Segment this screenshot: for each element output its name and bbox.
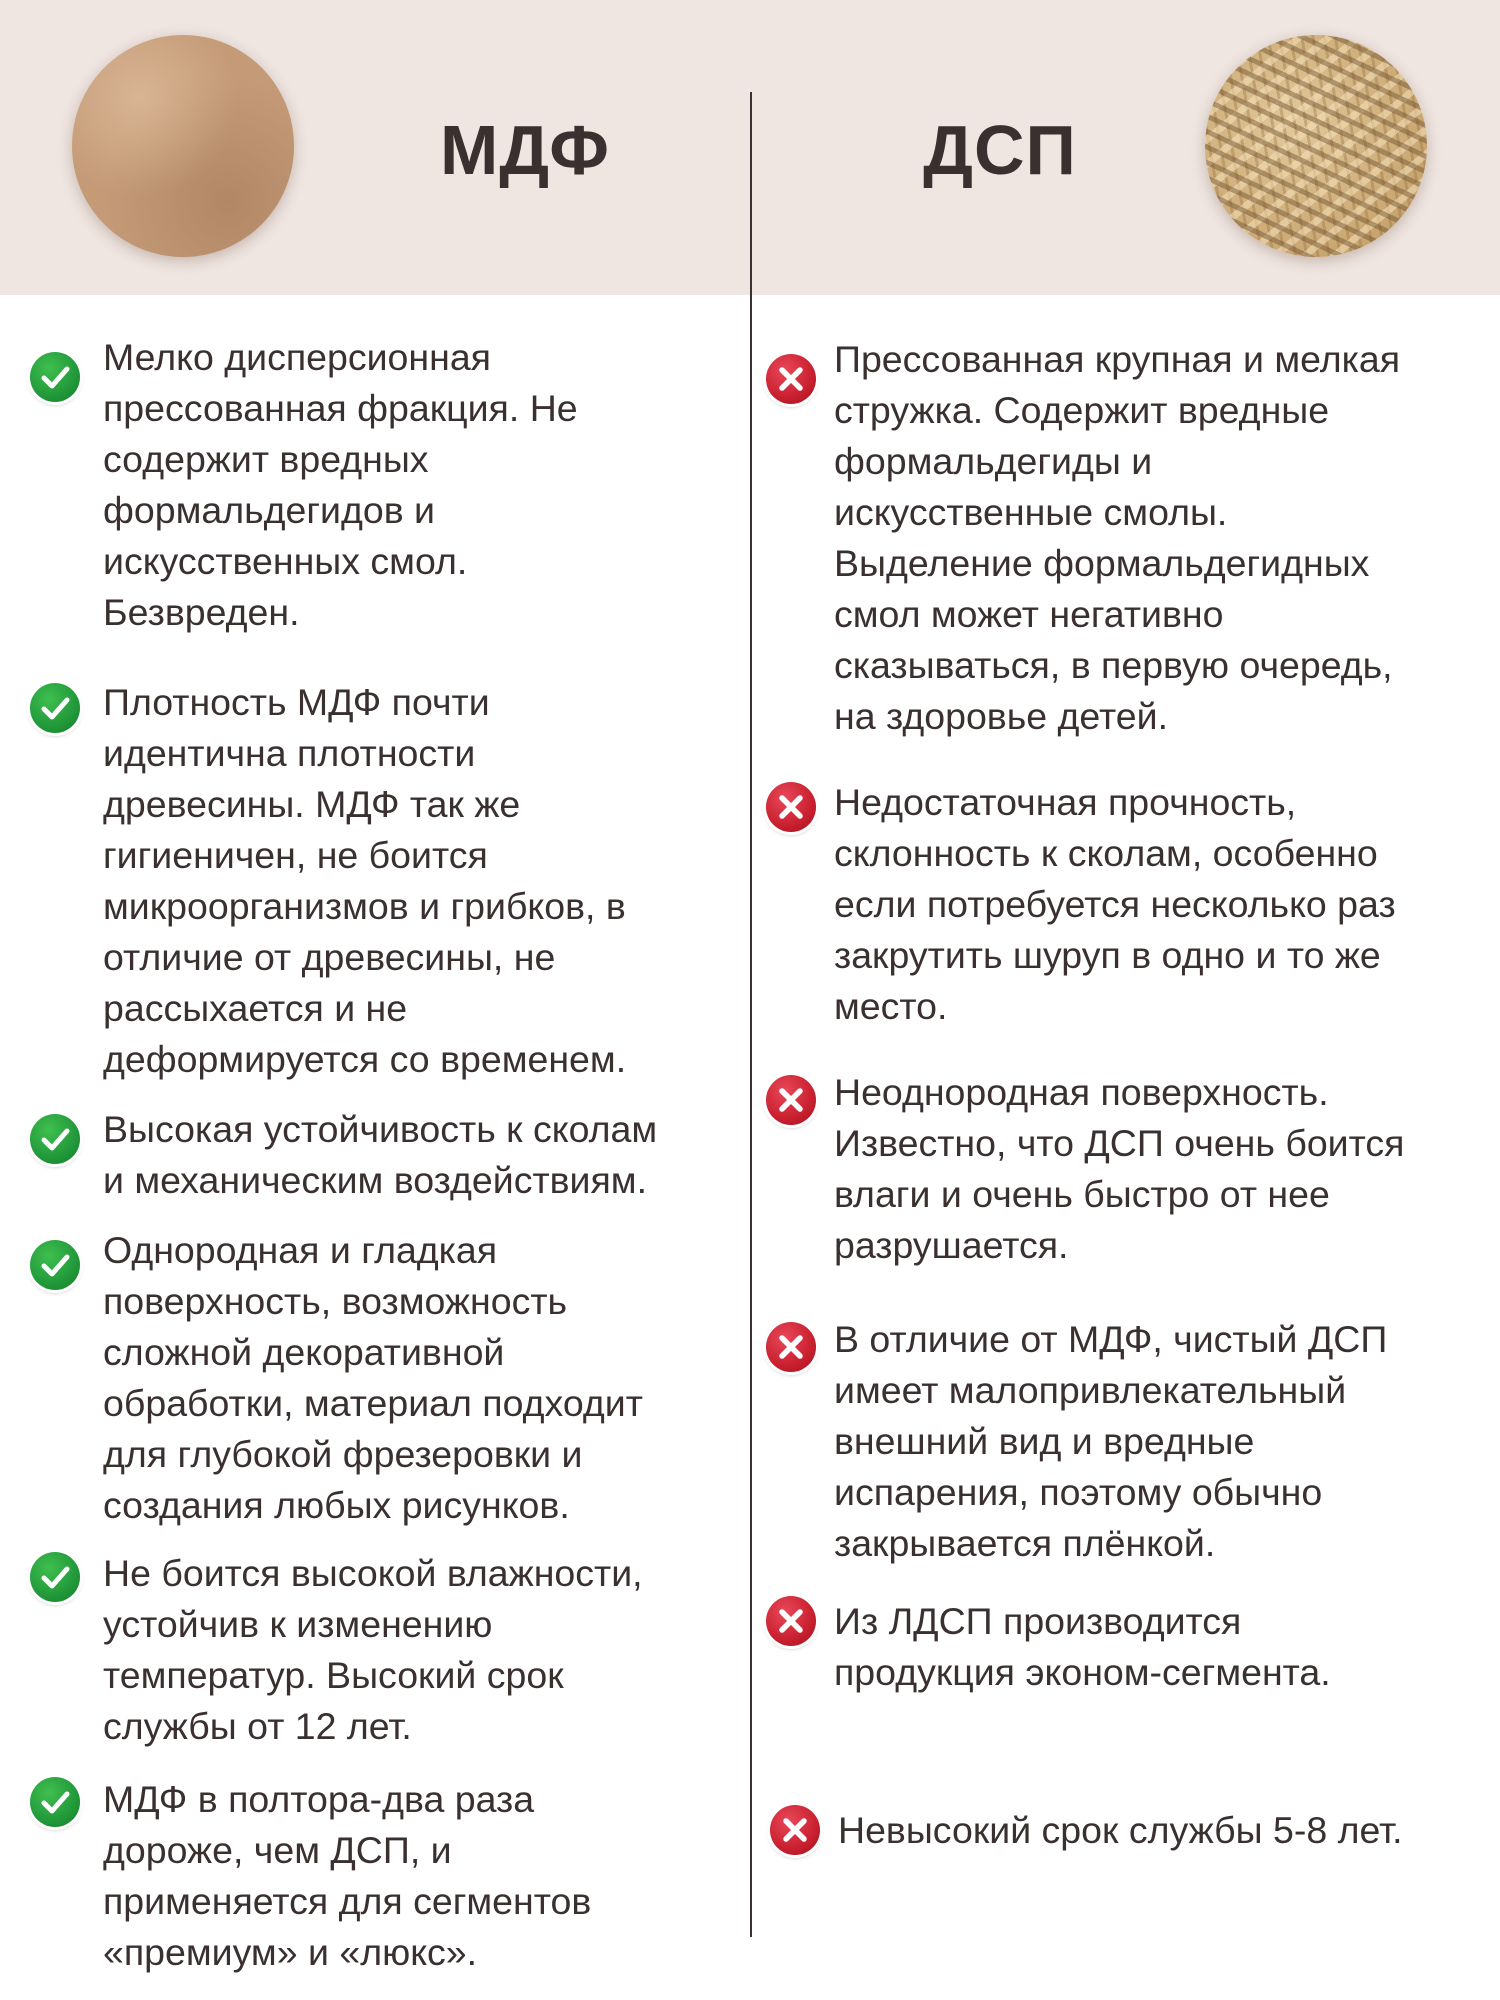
check-icon bbox=[30, 1777, 80, 1827]
dsp-title: ДСП bbox=[923, 111, 1077, 189]
mdf-item-text: Не боится высокой влажности, устойчив к изменению температур. Высокий срок службы от 12 лет. bbox=[103, 1552, 643, 1747]
dsp-item-text: В отличие от МДФ, чистый ДСП имеет малопривлекательный внешний вид и вредные испарения, поэтому обычно закрывается плёнкой. bbox=[834, 1318, 1388, 1564]
check-icon bbox=[30, 1552, 80, 1602]
mdf-item-text: Однородная и гладкая поверхность, возможность сложной декоративной обработки, материал подходит для глубокой фрезеровки и создания любых рисунков. bbox=[103, 1229, 643, 1526]
dsp-item-text: Невысокий срок службы 5-8 лет. bbox=[838, 1809, 1403, 1851]
cross-icon bbox=[766, 1322, 816, 1372]
mdf-texture-swatch bbox=[72, 35, 294, 257]
mdf-item-text: Мелко дисперсионная прессованная фракция. Не содержит вредных формальдегидов и искусственных смол. Безвреден. bbox=[103, 336, 578, 633]
column-divider bbox=[750, 92, 752, 1937]
dsp-item-text: Из ЛДСП производится продукция эконом-сегмента. bbox=[834, 1600, 1331, 1693]
dsp-item-text: Прессованная крупная и мелкая стружка. Содержит вредные формальдегиды и искусственные смолы. Выделение формальдегидных смол может негативно сказываться, в первую очередь, на здоровье детей. bbox=[834, 338, 1401, 737]
check-icon bbox=[30, 1240, 80, 1290]
mdf-title: МДФ bbox=[439, 111, 610, 189]
check-icon bbox=[30, 352, 80, 402]
dsp-item-text: Неоднородная поверхность. Известно, что ДСП очень боится влаги и очень быстро от нее разрушается. bbox=[834, 1071, 1405, 1266]
mdf-item-text: Плотность МДФ почти идентична плотности древесины. МДФ так же гигиеничен, не боится микроорганизмов и грибков, в отличие от древесины, не рассыхается и не деформируется со временем. bbox=[103, 681, 627, 1080]
check-icon bbox=[30, 1114, 80, 1164]
cross-icon bbox=[770, 1805, 820, 1855]
cross-icon bbox=[766, 1075, 816, 1125]
mdf-item-text: МДФ в полтора-два раза дороже, чем ДСП, и применяется для сегментов «премиум» и «люкс». bbox=[103, 1778, 592, 1973]
dsp-texture-swatch bbox=[1205, 35, 1427, 257]
cross-icon bbox=[766, 354, 816, 404]
mdf-item-text: Высокая устойчивость к сколам и механическим воздействиям. bbox=[103, 1108, 658, 1201]
check-icon bbox=[30, 683, 80, 733]
dsp-item-text: Недостаточная прочность, склонность к сколам, особенно если потребуется несколько раз закрутить шуруп в одно и то же место. bbox=[834, 781, 1396, 1027]
cross-icon bbox=[766, 782, 816, 832]
cross-icon bbox=[766, 1596, 816, 1646]
